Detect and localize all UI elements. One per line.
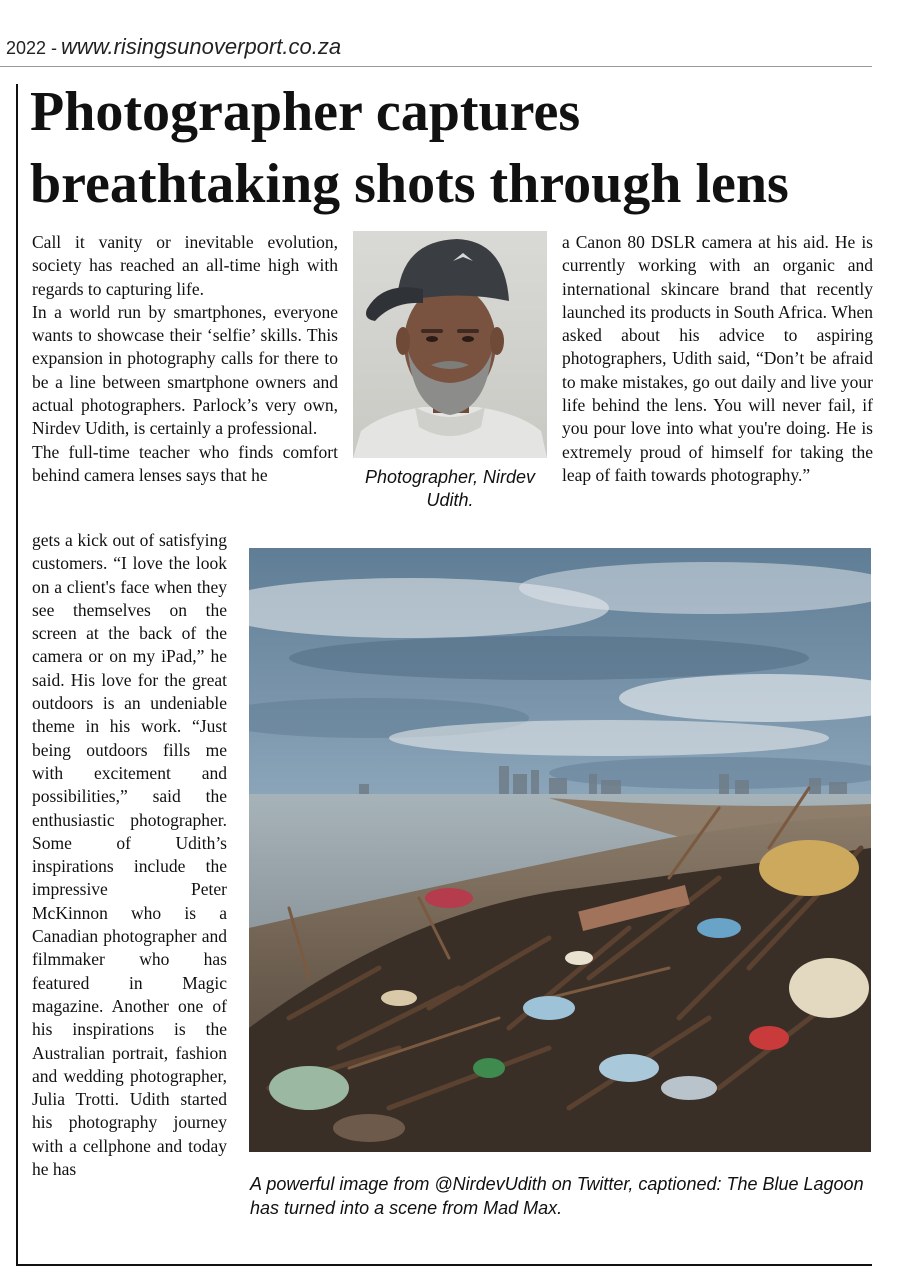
article-paragraph: gets a kick out of satisfying customers. “I love the look on a client's face when they see themselves on the screen at the back of the camera or on my iPad,” he said. His love for the great outdoors is an undeniable theme in his work. “Just being outdoors fills me with excitement and possibilities,” said the enthusiastic photographer. Some of Udith’s inspirations include the impressive Peter McKinnon who is a Canadian photographer and filmmaker who has featured in Magic magazine. Another one of his inspirations is the Australian portrait, fashion and wedding photographer, Julia Trotti. Udith started his photography journey with a cellphone and today he has	[32, 530, 227, 1180]
bottom-border-rule	[16, 1264, 872, 1266]
article-column-1	[32, 231, 338, 487]
header-year: 2022 -	[6, 38, 58, 58]
article-paragraph: In a world run by smartphones, everyone wants to showcase their ‘selfie’ skills. This expansion in photography calls for there to be a line between smartphone owners and actual photographers. Parlock’s very own, Nirdev Udith, is certainly a professional.	[32, 301, 338, 439]
photographer-portrait-image	[353, 231, 547, 458]
article-paragraph: The full-time teacher who finds comfort behind camera lenses says that he	[32, 441, 338, 485]
beach-pollution-photo	[249, 548, 871, 1152]
article-column-3	[562, 231, 873, 487]
left-border-rule	[16, 84, 18, 1266]
article-paragraph: Call it vanity or inevitable evolution, society has reached an all-time high with regards to capturing life.	[32, 232, 338, 299]
article-column-1-continued	[32, 529, 227, 1181]
article-headline: Photographer captures breathtaking shots through lens	[30, 81, 789, 215]
portrait-caption: Photographer, Nirdev Udith.	[364, 467, 536, 510]
header-rule	[0, 66, 872, 67]
page-header	[6, 34, 341, 60]
article-paragraph: a Canon 80 DSLR camera at his aid. He is currently working with an organic and international skincare brand that recently launched its products in South Africa. When asked about his advice to aspiring photographers, Udith said, “Don’t be afraid to make mistakes, go out daily and live your life behind the lens. You will never fail, if you pour love into what you're doing. He is extremely proud of himself for taking the leap of faith towards photography.”	[562, 232, 873, 485]
photo-caption: A powerful image from @NirdevUdith on Twitter, captioned: The Blue Lagoon has turned into a scene from Mad Max.	[250, 1174, 864, 1218]
header-url[interactable]: www.risingsunoverport.co.za	[61, 34, 342, 59]
